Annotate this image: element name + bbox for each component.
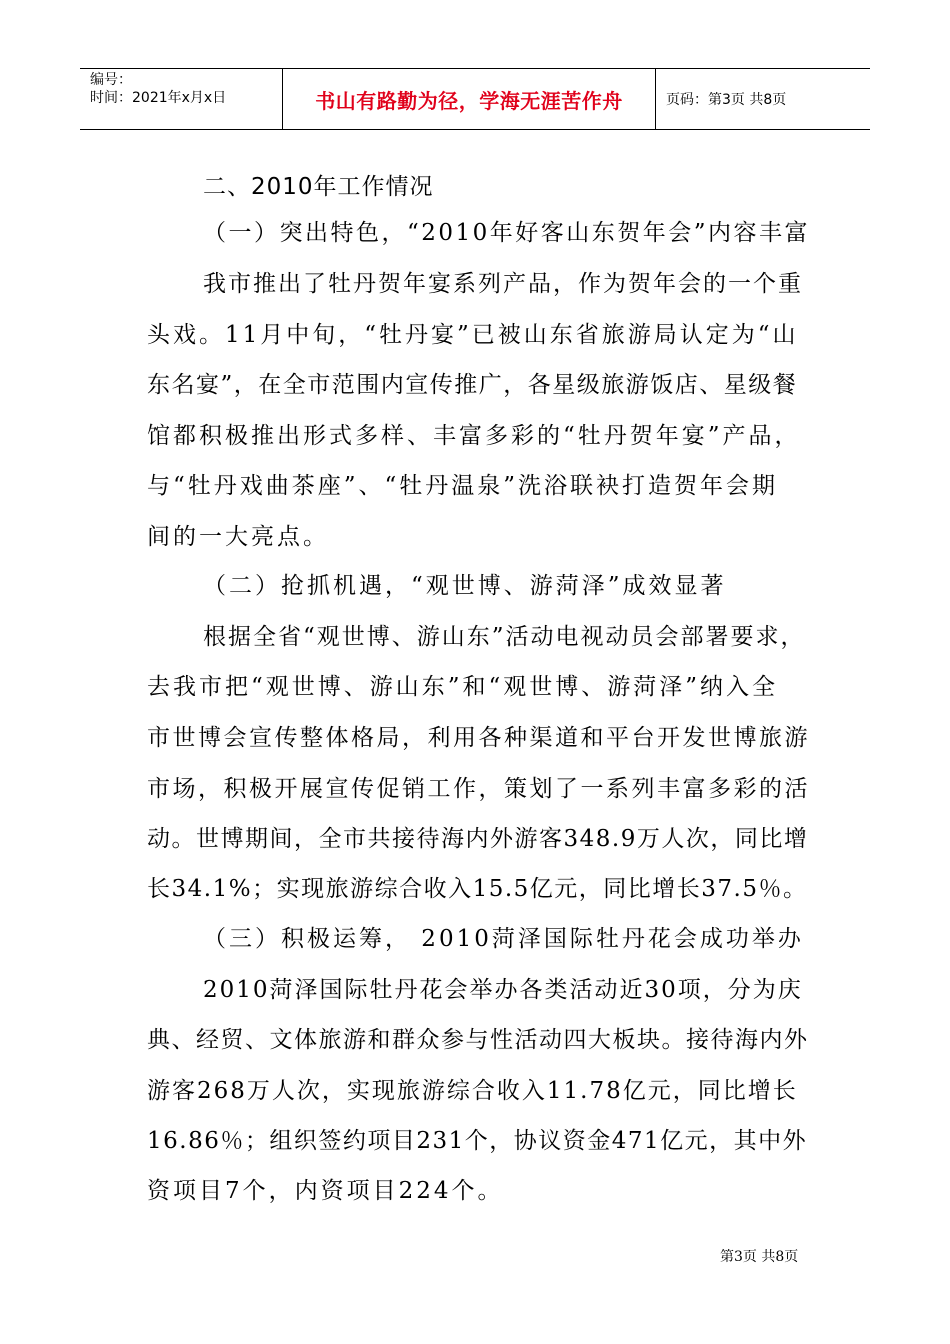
- paragraph-line: 资项目7个，内资项目224个。: [147, 1178, 504, 1204]
- paragraph-line: 与“牡丹戏曲茶座”、“牡丹温泉”洗浴联袂打造贺年会期: [147, 473, 779, 499]
- paragraph-line: 头戏。11月中旬，“牡丹宴”已被山东省旅游局认定为“山: [147, 322, 799, 348]
- paragraph-line: 16.86％；组织签约项目231个，协议资金471亿元，其中外: [147, 1128, 808, 1154]
- paragraph-line: 游客268万人次，实现旅游综合收入11.78亿元，同比增长: [147, 1078, 798, 1104]
- page-footer: 第3页 共8页: [720, 1249, 799, 1265]
- header-page-label: 页码：第3页 共8页: [666, 92, 787, 108]
- paragraph-line: 2010菏泽国际牡丹花会举办各类活动近30项，分为庆: [203, 977, 803, 1003]
- paragraph-line: 市场，积极开展宣传促销工作，策划了一系列丰富多彩的活: [147, 776, 810, 802]
- subheading-1: （一）突出特色，“2010年好客山东贺年会”内容丰富: [203, 220, 811, 246]
- header-time-label: 时间：2021年x月x日: [90, 90, 227, 106]
- header-meta: [80, 69, 282, 129]
- paragraph-line: 去我市把“观世博、游山东”和“观世博、游菏泽”纳入全: [147, 674, 779, 700]
- header-number-label: 编号：: [90, 72, 132, 88]
- paragraph-line: 东名宴”，在全市范围内宣传推广，各星级旅游饭店、星级餐: [147, 372, 798, 398]
- header-page-cell: [656, 69, 870, 129]
- paragraph-line: 市世博会宣传整体格局，利用各种渠道和平台开发世博旅游: [147, 725, 810, 751]
- paragraph-line: 间的一大亮点。: [147, 524, 329, 550]
- header-motto-cell: [282, 69, 656, 129]
- paragraph-line: 长34.1%；实现旅游综合收入15.5亿元，同比增长37.5％。: [147, 876, 808, 902]
- paragraph-line: 动。世博期间，全市共接待海内外游客348.9万人次，同比增: [147, 826, 809, 852]
- document-header: [80, 68, 870, 130]
- section-title: 二、2010年工作情况: [203, 174, 434, 200]
- header-motto: 书山有路勤为径，学海无涯苦作舟: [315, 88, 623, 113]
- paragraph-line: 我市推出了牡丹贺年宴系列产品，作为贺年会的一个重: [203, 271, 803, 297]
- paragraph-line: 馆都积极推出形式多样、丰富多彩的“牡丹贺年宴”产品，: [147, 423, 801, 449]
- paragraph-line: 根据全省“观世博、游山东”活动电视动员会部署要求，: [203, 624, 806, 650]
- paragraph-line: 典、经贸、文体旅游和群众参与性活动四大板块。接待海内外: [147, 1027, 809, 1053]
- subheading-2: （二）抢抓机遇，“观世博、游菏泽”成效显著: [203, 573, 727, 599]
- subheading-3: （三）积极运筹， 2010菏泽国际牡丹花会成功举办: [203, 926, 804, 952]
